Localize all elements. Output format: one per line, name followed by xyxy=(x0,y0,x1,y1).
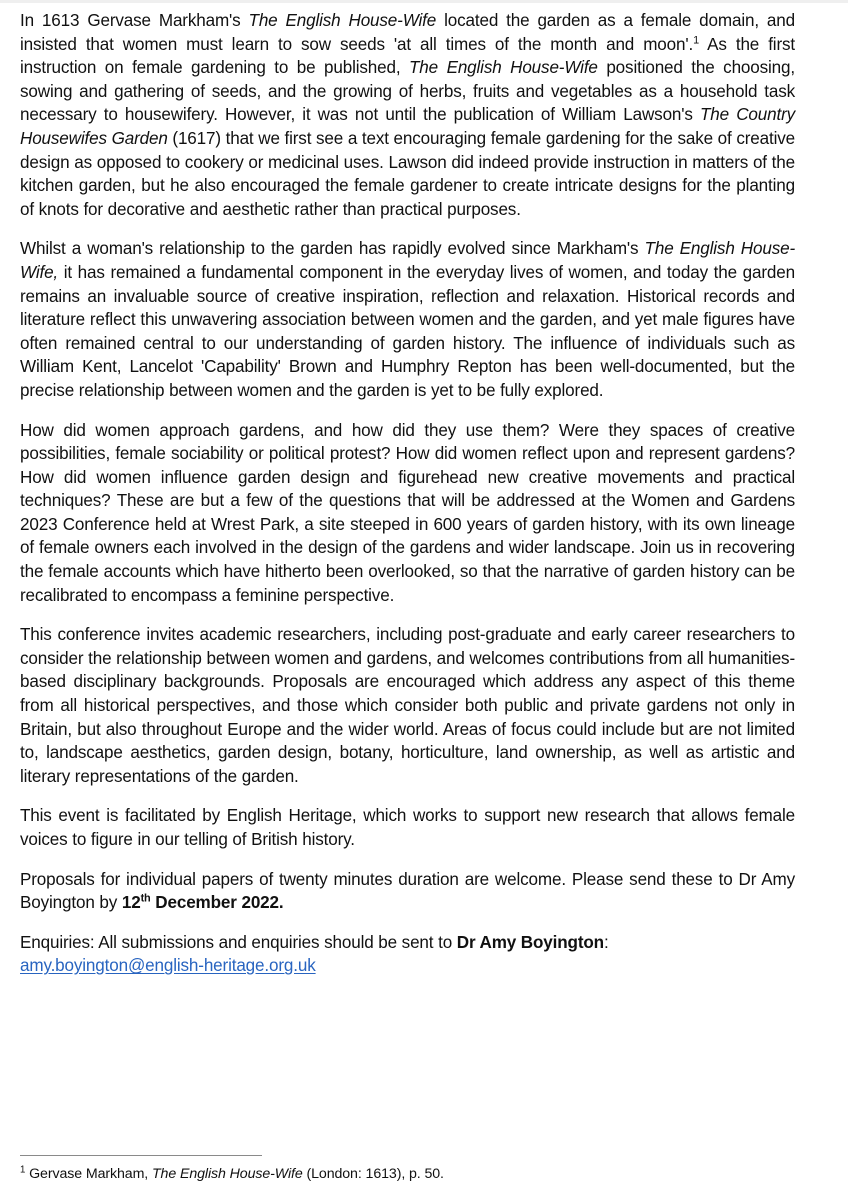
paragraph-markham-intro xyxy=(20,9,795,221)
p1-text-segment-2: located the garden as a female domain, and insisted that women must learn to sow seeds 'at all times of the month and moon'. xyxy=(20,11,795,54)
p1-text-segment-1: In 1613 Gervase Markham's xyxy=(20,11,249,30)
book-title-country-housewifes-garden: The Country Housewifes Garden xyxy=(20,105,796,148)
paragraph-conference-questions: How did women approach gardens, and how did they use them? Were they spaces of creative possibilities, female sociability or political protest? How did women reflect upon and represent gardens? How did women influence garden design and figurehead new creative movements and practical techniques? These are but a few of the questions that will be addressed at the Women and Gardens 2023 Conference held at Wrest Park, a site steeped in 600 years of garden history, with its own lineage of female owners each involved in the design of the gardens and wider landscape. Join us in recovering the female accounts which have hitherto been overlooked, so that the narrative of garden history can be recalibrated to encompass a feminine perspective. xyxy=(20,420,795,605)
p2-text-segment-2: it has remained a fundamental component in the everyday lives of women, and today the garden remains an invaluable source of creative inspiration, reflection and relaxation. Historical records and literature reflect this unwavering association between women and the garden, and yet male figures have often remained central to our understanding of garden history. The influence of individuals such as William Kent, Lancelot 'Capability' Brown and Humphry Repton has been well-documented, but the precise relationship between women and the garden is yet to be fully explored. xyxy=(20,262,795,400)
p7-colon: : xyxy=(603,932,609,952)
page-top-edge xyxy=(0,0,848,3)
p7-text-segment-1: Enquiries: All submissions and enquiries should be sent to xyxy=(20,932,457,952)
paragraph-submission-scope: This conference invites academic researchers, including post-graduate and early career researchers to consider the relationship between women and gardens, and welcomes contributions from all humanities-based disciplinary backgrounds. Proposals are encouraged which address any aspect of this theme from all historical perspectives, and those which consider both public and private gardens not only in Britain, but also throughout Europe and the wider world. Areas of focus could include but are not limited to, landscape aesthetics, garden design, botany, horticulture, land ownership, as well as artistic and literary representations of the garden. xyxy=(20,625,795,786)
contact-person-name: Dr Amy Boyington xyxy=(456,932,604,952)
p1-text-segment-5: (1617) that we first see a text encouraging female gardening for the sake of creative design as opposed to cookery or medicinal uses. Lawson did indeed provide instruction in matters of the kitchen garden, but he also encouraged the female gardener to create intricate designs for the planting of knots for decorative and aesthetic rather than practical purposes. xyxy=(20,128,795,219)
p6-text-segment-1: Proposals for individual papers of twenty minutes duration are welcome. Please send these to Dr Amy Boyington by xyxy=(20,869,795,913)
p2-text-segment-1: Whilst a woman's relationship to the garden has rapidly evolved since Markham's xyxy=(20,239,645,259)
footnote-text-segment-2: (London: 1613), p. 50. xyxy=(302,1166,444,1182)
footnote-book-title: The English House-Wife xyxy=(151,1166,303,1182)
paragraph-enquiries xyxy=(20,931,795,978)
deadline-ordinal-suffix: th xyxy=(140,892,151,905)
deadline-date xyxy=(122,893,284,912)
footnote-separator-rule xyxy=(20,1155,262,1156)
paragraph-english-heritage: This event is facilitated by English Heritage, which works to support new research that allows female voices to figure in our telling of British history. xyxy=(20,806,795,849)
paragraph-womans-relationship xyxy=(20,237,795,402)
deadline-month-year: December 2022. xyxy=(150,893,284,913)
paragraph-proposal-deadline xyxy=(20,868,795,915)
footnote-text-segment-1: Gervase Markham, xyxy=(25,1166,152,1182)
book-title-english-housewife-1: The English House-Wife xyxy=(248,11,437,30)
footnote-section xyxy=(20,1155,795,1183)
footnote-reference-marker[interactable]: 1 xyxy=(693,33,700,46)
contact-email-link[interactable]: amy.boyington@english-heritage.org.uk xyxy=(20,956,316,976)
deadline-day: 12 xyxy=(121,893,141,913)
p1-text-segment-3: As the first instruction on female gardening to be published, xyxy=(20,34,795,78)
document-body xyxy=(20,9,795,978)
footnote-entry-1 xyxy=(20,1165,795,1183)
book-title-english-housewife-2: The English House-Wife xyxy=(409,58,598,78)
book-title-english-housewife-3: The English House-Wife, xyxy=(20,239,795,282)
p1-text-segment-4: positioned the choosing, sowing and gathering of seeds, and the growing of herbs, fruits and vegetables as a household task necessary to housewifery. However, it was not until the publication of William Lawson's xyxy=(20,58,795,125)
footnote-number: 1 xyxy=(20,1164,26,1176)
